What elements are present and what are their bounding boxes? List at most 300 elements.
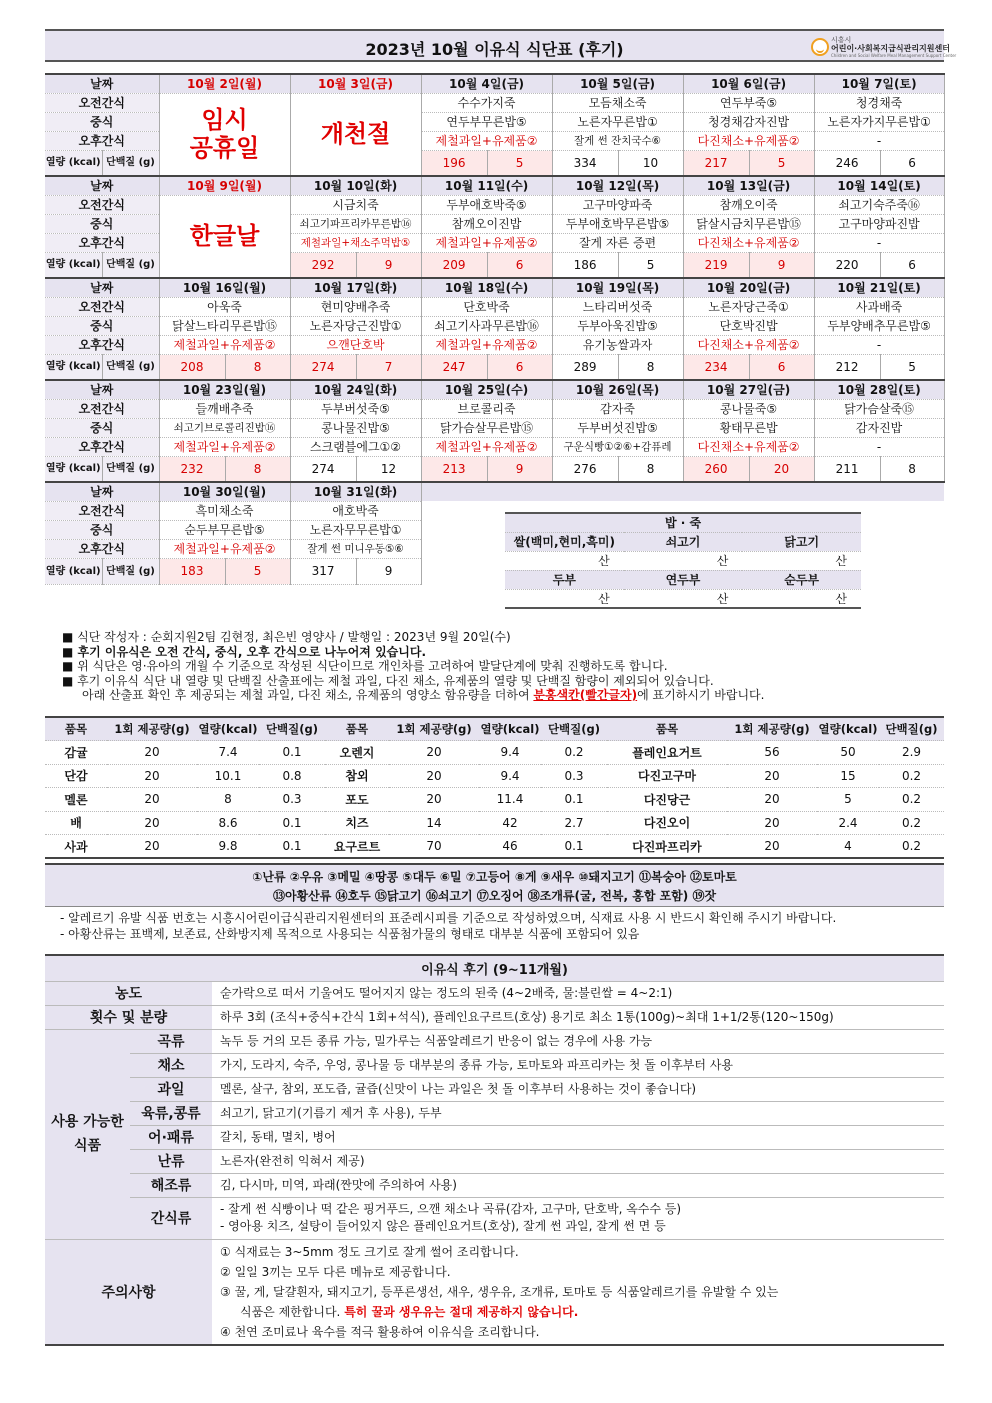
lunch-menu: 두부버섯진밥⑤ [552, 418, 683, 437]
lunch-menu: 감자진밥 [814, 418, 944, 437]
holiday-cell [159, 93, 290, 176]
fruit-name: 요구르트 [325, 835, 389, 859]
pm-label: 오후간식 [45, 335, 159, 354]
kcal-value: 208 [159, 354, 225, 380]
date-cell: 10월 4일(금) [421, 74, 552, 93]
fruit-name: 다진파프리카 [607, 835, 727, 859]
pm-menu: 다진채소+유제품② [683, 335, 814, 354]
kcal-value: 234 [683, 354, 749, 380]
kcal-value: 219 [683, 252, 749, 278]
protein-value: 6 [880, 150, 944, 176]
am-label: 오전간식 [45, 93, 159, 112]
kcal-value: 246 [814, 150, 880, 176]
allergy-line: ⑬아황산류 ⑭호두 ⑮닭고기 ⑯쇠고기 ⑰오징어 ⑱조개류(굴, 전복, 홍합 포함) ⑲잣 [272, 889, 717, 903]
pm-menu: - [814, 335, 944, 354]
protein-value: 0.3 [259, 788, 325, 812]
date-row [45, 278, 944, 297]
serving-value: 56 [727, 741, 817, 765]
kcal-value: 232 [159, 456, 225, 482]
fruit-header: 품목 [325, 717, 389, 741]
food-text: 가지, 도라지, 숙주, 우엉, 콩나물 등 대부분의 종류 가능, 토마토와 파프리카는 첫 돌 이후부터 사용 [212, 1053, 944, 1077]
kcal-label-text: 열량 (kcal) [45, 157, 101, 169]
fruit-name: 치즈 [325, 811, 389, 835]
protein-value: 6 [487, 252, 552, 278]
kcal-label-text: 열량 (kcal) [45, 565, 101, 577]
fruit-header: 품목 [607, 717, 727, 741]
protein-value: 0.1 [259, 811, 325, 835]
lunch-menu: 참깨오이진밥 [421, 214, 552, 233]
protein-label-text: 단백질 (g) [106, 361, 155, 373]
lunch-menu: 노른자무른밥① [552, 112, 683, 131]
highlight-note: 분홍색칸(빨간글자) [533, 688, 638, 702]
lunch-label: 중식 [45, 418, 159, 437]
am-menu: 시금치죽 [290, 195, 421, 214]
nutrition-row [45, 456, 944, 482]
pm-menu: 제철과일+유제품② [159, 437, 290, 456]
kcal-value: 42 [479, 811, 541, 835]
fruit-name: 오렌지 [325, 741, 389, 765]
date-cell: 10월 13일(금) [683, 176, 814, 195]
origin-value: 산 [505, 589, 624, 608]
caution-line: ① 식재료는 3~5mm 정도 크기로 잘게 썰어 조리합니다. [220, 1244, 519, 1259]
protein-value: 0.3 [541, 764, 607, 788]
date-row [45, 380, 944, 399]
pm-menu: 잘게 썬 미니우동⑤⑥ [290, 539, 421, 558]
kcal-value: 9.4 [479, 764, 541, 788]
date-label: 날짜 [45, 74, 159, 93]
food-cat: 육류,콩류 [130, 1101, 212, 1125]
am-menu: 수수가지죽 [421, 93, 552, 112]
lunch-menu: 쇠고기파프리카무른밥⑯ [290, 214, 421, 233]
protein-value: 9 [487, 456, 552, 482]
date-cell: 10월 26일(목) [552, 380, 683, 399]
note-line: ■ 후기 이유식 식단 내 열량 및 단백질 산출표에는 제철 과일, 다진 채소, 유제품의 열량 및 단백질 함량이 제외되어 있습니다. [62, 673, 714, 688]
kcal-value: 334 [552, 150, 618, 176]
rice-head: 닭고기 [742, 532, 861, 551]
pm-menu: - [814, 437, 944, 456]
lunch-label: 중식 [45, 112, 159, 131]
fruit-row [45, 788, 944, 812]
pm-menu: 잘게 자른 증편 [552, 233, 683, 252]
date-row [45, 482, 944, 501]
pm-menu: 스크램블에그①② [290, 437, 421, 456]
holiday-label: 임시 공휴일 [189, 106, 260, 163]
kcal-value: 217 [683, 150, 749, 176]
kcal-label [45, 558, 102, 584]
lunch-menu: 청경채감자진밥 [683, 112, 814, 131]
date-cell: 10월 25일(수) [421, 380, 552, 399]
kcal-label [45, 456, 102, 482]
kcal-value: 50 [817, 741, 879, 765]
title-bar [45, 29, 957, 62]
protein-label [102, 456, 159, 482]
protein-value: 0.2 [879, 764, 944, 788]
lunch-menu: 콩나물진밥⑤ [290, 418, 421, 437]
serving-value: 20 [389, 788, 479, 812]
am-label: 오전간식 [45, 399, 159, 418]
fruit-name: 포도 [325, 788, 389, 812]
serving-value: 20 [107, 835, 197, 859]
fruit-header: 1회 제공량(g) [727, 717, 817, 741]
serving-value: 20 [107, 788, 197, 812]
am-row [45, 399, 944, 418]
protein-value: 9 [356, 558, 421, 584]
date-cell: 10월 27일(금) [683, 380, 814, 399]
note-line: 아래 산출표 확인 후 제공되는 제철 과일, 다진 채소, 유제품의 영양소 함유량을 더하여 [82, 688, 530, 702]
date-cell: 10월 3일(금) [290, 74, 421, 93]
food-text: 갈치, 동태, 멸치, 병어 [212, 1125, 944, 1149]
protein-value: 0.2 [879, 811, 944, 835]
kcal-value: 10.1 [197, 764, 259, 788]
pm-menu: 제철과일+유제품② [421, 437, 552, 456]
kcal-label [45, 354, 102, 380]
date-row [45, 74, 944, 93]
empty-area [421, 482, 944, 501]
holiday-label: 한글날 [189, 222, 260, 251]
kcal-value: 4 [817, 835, 879, 859]
protein-value: 5 [225, 558, 290, 584]
food-cat: 난류 [130, 1149, 212, 1173]
origin-value: 산 [742, 551, 861, 570]
date-label: 날짜 [45, 176, 159, 195]
kcal-value: 211 [814, 456, 880, 482]
kcal-value: 220 [814, 252, 880, 278]
date-cell: 10월 10일(화) [290, 176, 421, 195]
fruit-header: 1회 제공량(g) [107, 717, 197, 741]
am-menu: 아욱죽 [159, 297, 290, 316]
protein-label [102, 252, 159, 278]
food-text: 녹두 등 거의 모든 종류 가능, 밀가루는 식품알레르기 반응이 없는 경우에 사용 가능 [212, 1029, 944, 1053]
note-line: ■ 후기 이유식은 오전 간식, 중식, 오후 간식으로 나누어져 있습니다. [62, 644, 427, 659]
am-menu: 모듬채소죽 [552, 93, 683, 112]
date-cell: 10월 11일(수) [421, 176, 552, 195]
fruit-nutrition-table [45, 716, 944, 859]
allergy-note: - 알레르기 유발 식품 번호는 시흥시어린이급식관리지원센터의 표준레시피를 기준으로 작성하였으며, 식재료 사용 시 반드시 확인해 주시기 바랍니다. [60, 911, 837, 925]
fruit-name: 다진당근 [607, 788, 727, 812]
kcal-value: 9.4 [479, 741, 541, 765]
holiday-label: 개천절 [320, 120, 391, 149]
caution-line: ② 일일 3끼는 모두 다른 메뉴로 제공합니다. [220, 1264, 451, 1279]
serving-value: 20 [727, 764, 817, 788]
am-menu: 단호박죽 [421, 297, 552, 316]
logo-english: Children and Social Welfare Meal Management Support Center [831, 53, 957, 58]
lunch-menu: 노른자가지무른밥① [814, 112, 944, 131]
kcal-value: 8.6 [197, 811, 259, 835]
pm-label: 오후간식 [45, 233, 159, 252]
food-cat: 채소 [130, 1053, 212, 1077]
protein-label-text: 단백질 (g) [106, 463, 155, 475]
am-row [45, 195, 944, 214]
stage-text: 하루 3회 (조식+중식+간식 1회+석식), 플레인요구르트(호상) 용기로 최소 1통(100g)~최대 1+1/2통(120~150g) [212, 1005, 944, 1029]
date-cell: 10월 28일(토) [814, 380, 944, 399]
date-cell: 10월 19일(목) [552, 278, 683, 297]
fruit-header: 열량(kcal) [817, 717, 879, 741]
protein-value: 8 [225, 456, 290, 482]
serving-value: 70 [389, 835, 479, 859]
snack-cat: 간식류 [130, 1197, 212, 1239]
date-cell: 10월 9일(월) [159, 176, 290, 195]
protein-value: 10 [618, 150, 683, 176]
lunch-row [45, 418, 944, 437]
protein-value: 0.2 [879, 835, 944, 859]
lunch-menu: 황태무른밥 [683, 418, 814, 437]
am-menu: 감자죽 [552, 399, 683, 418]
am-menu: 닭가슴살죽⑮ [814, 399, 944, 418]
note-line: ■ 식단 작성자 : 순회지원2팀 김현정, 최은빈 영양사 / 발행일 : 2023년 9월 20일(수) [62, 630, 511, 644]
protein-value: 0.1 [259, 741, 325, 765]
serving-value: 20 [727, 788, 817, 812]
lunch-menu: 단호박진밥 [683, 316, 814, 335]
protein-value: 0.1 [259, 835, 325, 859]
snack-text: - 영아용 치즈, 설탕이 들어있지 않은 플레인요거트(호상), 잘게 썬 과일, 잘게 썬 면 등 [220, 1219, 666, 1233]
pm-label: 오후간식 [45, 539, 159, 558]
origin-value: 산 [742, 589, 861, 608]
caution-line: ③ 꿀, 게, 달걀흰자, 돼지고기, 등푸른생선, 새우, 생우유, 조개류, 토마토 등 식품알레르기를 유발할 수 있는 [220, 1284, 779, 1299]
date-cell: 10월 18일(수) [421, 278, 552, 297]
kcal-value: 196 [421, 150, 487, 176]
protein-label [102, 354, 159, 380]
center-logo [811, 35, 957, 59]
lunch-menu: 두부양배추무른밥⑤ [814, 316, 944, 335]
am-menu: 고구마양파죽 [552, 195, 683, 214]
pm-menu: 다진채소+유제품② [683, 437, 814, 456]
protein-value: 5 [618, 252, 683, 278]
pm-menu: 구운식빵①②⑥+감퓨레 [552, 437, 683, 456]
holiday-cell [159, 195, 290, 278]
fruit-name: 다진고구마 [607, 764, 727, 788]
allergy-line: ①난류 ②우유 ③메밀 ④땅콩 ⑤대두 ⑥밀 ⑦고등어 ⑧게 ⑨새우 ⑩돼지고기 ⑪복숭아 ⑫토마토 [252, 870, 737, 884]
rice-head: 순두부 [742, 570, 861, 589]
kcal-value: 46 [479, 835, 541, 859]
kcal-value: 9.8 [197, 835, 259, 859]
fruit-header: 품목 [45, 717, 107, 741]
am-menu: 사과배죽 [814, 297, 944, 316]
serving-value: 20 [727, 835, 817, 859]
fruit-name: 플레인요거트 [607, 741, 727, 765]
protein-value: 0.1 [541, 835, 607, 859]
am-menu: 두부버섯죽⑤ [290, 399, 421, 418]
kcal-value: 292 [290, 252, 356, 278]
protein-value: 6 [880, 252, 944, 278]
lunch-menu: 두부아욱진밥⑤ [552, 316, 683, 335]
food-cat: 곡류 [130, 1029, 212, 1053]
kcal-value: 183 [159, 558, 225, 584]
lunch-label: 중식 [45, 214, 159, 233]
kcal-label-text: 열량 (kcal) [45, 259, 101, 271]
kcal-value: 317 [290, 558, 356, 584]
weekly-menu-table [45, 73, 945, 585]
protein-value: 6 [749, 354, 814, 380]
food-text: 쇠고기, 닭고기(기름기 제거 후 사용), 두부 [212, 1101, 944, 1125]
pm-menu: 제철과일+유제품② [421, 233, 552, 252]
rice-head: 두부 [505, 570, 624, 589]
kcal-value: 7.4 [197, 741, 259, 765]
fruit-header: 열량(kcal) [479, 717, 541, 741]
fruit-name: 배 [45, 811, 107, 835]
lunch-menu: 노른자무무른밥① [290, 520, 421, 539]
fruit-name: 사과 [45, 835, 107, 859]
protein-value: 0.2 [879, 788, 944, 812]
allergy-note: - 아황산류는 표백제, 보존료, 산화방지제 목적으로 사용되는 식품첨가물의 형태로 대부분 식품에 포함되어 있음 [60, 927, 640, 941]
kcal-value: 276 [552, 456, 618, 482]
foods-label-text: 사용 가능한 식품 [51, 1114, 124, 1154]
pm-menu: - [814, 233, 944, 252]
protein-value: 9 [356, 252, 421, 278]
food-text: 멜론, 살구, 참외, 포도즙, 귤즙(신맛이 나는 과일은 첫 돌 이후부터 사용하는 것이 좋습니다) [212, 1077, 944, 1101]
pm-menu: 잘게 썬 잔치국수⑥ [552, 131, 683, 150]
lunch-menu: 두부애호박무른밥⑤ [552, 214, 683, 233]
protein-label-text: 단백질 (g) [106, 259, 155, 271]
page-title: 2023년 10월 이유식 식단표 (후기) [365, 40, 624, 59]
protein-value: 8 [225, 354, 290, 380]
date-cell: 10월 2일(월) [159, 74, 290, 93]
fruit-header: 1회 제공량(g) [389, 717, 479, 741]
holiday-cell [290, 93, 421, 176]
date-cell: 10월 16일(월) [159, 278, 290, 297]
fruit-row [45, 764, 944, 788]
nutrition-row [45, 354, 944, 380]
pm-label: 오후간식 [45, 437, 159, 456]
food-cat: 어·패류 [130, 1125, 212, 1149]
fruit-header: 단백질(g) [541, 717, 607, 741]
serving-value: 20 [107, 741, 197, 765]
fruit-header: 단백질(g) [259, 717, 325, 741]
protein-value: 5 [749, 150, 814, 176]
origin-value: 산 [505, 551, 624, 570]
fruit-name: 감귤 [45, 741, 107, 765]
date-cell: 10월 5일(금) [552, 74, 683, 93]
protein-label [102, 150, 159, 176]
kcal-value: 209 [421, 252, 487, 278]
rice-head: 쌀(백미,현미,흑미) [505, 532, 624, 551]
note-line: 에 표기하시기 바랍니다. [637, 688, 765, 702]
fruit-header: 열량(kcal) [197, 717, 259, 741]
lunch-label: 중식 [45, 520, 159, 539]
kcal-label [45, 150, 102, 176]
protein-value: 0.1 [541, 788, 607, 812]
am-menu: 노른자당근죽① [683, 297, 814, 316]
date-cell: 10월 7일(토) [814, 74, 944, 93]
kcal-value: 274 [290, 354, 356, 380]
caution-highlight: 특히 꿀과 생우유는 절대 제공하지 않습니다. [344, 1304, 579, 1319]
kcal-value: 247 [421, 354, 487, 380]
rice-porridge-box [505, 512, 861, 609]
serving-value: 20 [107, 764, 197, 788]
pm-label: 오후간식 [45, 131, 159, 150]
kcal-label-text: 열량 (kcal) [45, 463, 101, 475]
fruit-row [45, 741, 944, 765]
food-text: 노른자(완전히 익혀서 제공) [212, 1149, 944, 1173]
pm-menu: 제철과일+유제품② [159, 335, 290, 354]
food-cat: 해조류 [130, 1173, 212, 1197]
fruit-header: 단백질(g) [879, 717, 944, 741]
am-label: 오전간식 [45, 297, 159, 316]
am-menu: 브로콜리죽 [421, 399, 552, 418]
kcal-value: 15 [817, 764, 879, 788]
date-cell: 10월 31일(화) [290, 482, 421, 501]
kcal-label [45, 252, 102, 278]
pm-menu: 유기농쌀과자 [552, 335, 683, 354]
protein-value: 8 [618, 354, 683, 380]
am-label: 오전간식 [45, 195, 159, 214]
pm-menu: 제철과일+유제품② [159, 539, 290, 558]
fruit-name: 참외 [325, 764, 389, 788]
protein-label-text: 단백질 (g) [106, 565, 155, 577]
am-menu: 현미양배추죽 [290, 297, 421, 316]
stage-title: 이유식 후기 (9~11개월) [45, 955, 944, 981]
rice-head: 쇠고기 [624, 532, 743, 551]
kcal-label-text: 열량 (kcal) [45, 361, 101, 373]
protein-value: 0.8 [259, 764, 325, 788]
protein-value: 20 [749, 456, 814, 482]
rice-box-title: 밥 · 죽 [505, 513, 861, 532]
kcal-value: 213 [421, 456, 487, 482]
fruit-name: 멜론 [45, 788, 107, 812]
caution-line: 식품은 제한합니다. [240, 1304, 341, 1319]
pm-menu: 제철과일+채소주먹밥⑤ [290, 233, 421, 252]
fruit-name: 단감 [45, 764, 107, 788]
lunch-menu: 닭살느타리무른밥⑮ [159, 316, 290, 335]
date-cell: 10월 21일(토) [814, 278, 944, 297]
date-label: 날짜 [45, 278, 159, 297]
date-label: 날짜 [45, 482, 159, 501]
am-row [45, 93, 944, 112]
date-cell: 10월 24일(화) [290, 380, 421, 399]
serving-value: 20 [389, 741, 479, 765]
pm-menu: 제철과일+유제품② [421, 131, 552, 150]
date-cell: 10월 20일(금) [683, 278, 814, 297]
logo-name: 어린이·사회복지급식관리지원센터 [831, 44, 950, 53]
kcal-value: 186 [552, 252, 618, 278]
lunch-menu: 닭살시금치무른밥⑮ [683, 214, 814, 233]
serving-value: 20 [727, 811, 817, 835]
lunch-menu: 고구마양파진밥 [814, 214, 944, 233]
lunch-menu: 쇠고기사과무른밥⑯ [421, 316, 552, 335]
kcal-value: 274 [290, 456, 356, 482]
caution-line: ④ 천연 조미료나 육수를 적극 활용하여 이유식을 조리합니다. [220, 1324, 540, 1339]
date-cell: 10월 23일(월) [159, 380, 290, 399]
menu-notes [62, 630, 764, 703]
stage-label: 농도 [45, 981, 212, 1005]
lunch-menu: 순두부무른밥⑤ [159, 520, 290, 539]
date-cell: 10월 14일(토) [814, 176, 944, 195]
serving-value: 20 [389, 764, 479, 788]
am-row [45, 297, 944, 316]
protein-value: 8 [618, 456, 683, 482]
fruit-row [45, 811, 944, 835]
origin-value: 산 [624, 589, 743, 608]
stage-guide-table [45, 954, 944, 1346]
kcal-value: 8 [197, 788, 259, 812]
kcal-value: 11.4 [479, 788, 541, 812]
snack-text: - 잘게 썬 식빵이나 떡 같은 핑거푸드, 으깬 채소나 곡류(감자, 고구마, 단호박, 옥수수 등) [220, 1202, 682, 1216]
stage-label: 횟수 및 분량 [45, 1005, 212, 1029]
am-menu: 들깨배추죽 [159, 399, 290, 418]
note-line: ■ 위 식단은 영·유아의 개월 수 기준으로 작성된 식단이므로 개인차를 고려하여 발달단계에 맞춰 진행하도록 합니다. [62, 659, 668, 673]
protein-value: 5 [487, 150, 552, 176]
pm-menu: - [814, 131, 944, 150]
protein-value: 8 [880, 456, 944, 482]
protein-value: 9 [749, 252, 814, 278]
date-row [45, 176, 944, 195]
fruit-name: 다진오이 [607, 811, 727, 835]
lunch-menu: 닭가슴살무른밥⑮ [421, 418, 552, 437]
kcal-value: 260 [683, 456, 749, 482]
pm-menu: 다진채소+유제품② [683, 131, 814, 150]
protein-value: 12 [356, 456, 421, 482]
pm-menu: 으깬단호박 [290, 335, 421, 354]
pm-menu: 다진채소+유제품② [683, 233, 814, 252]
